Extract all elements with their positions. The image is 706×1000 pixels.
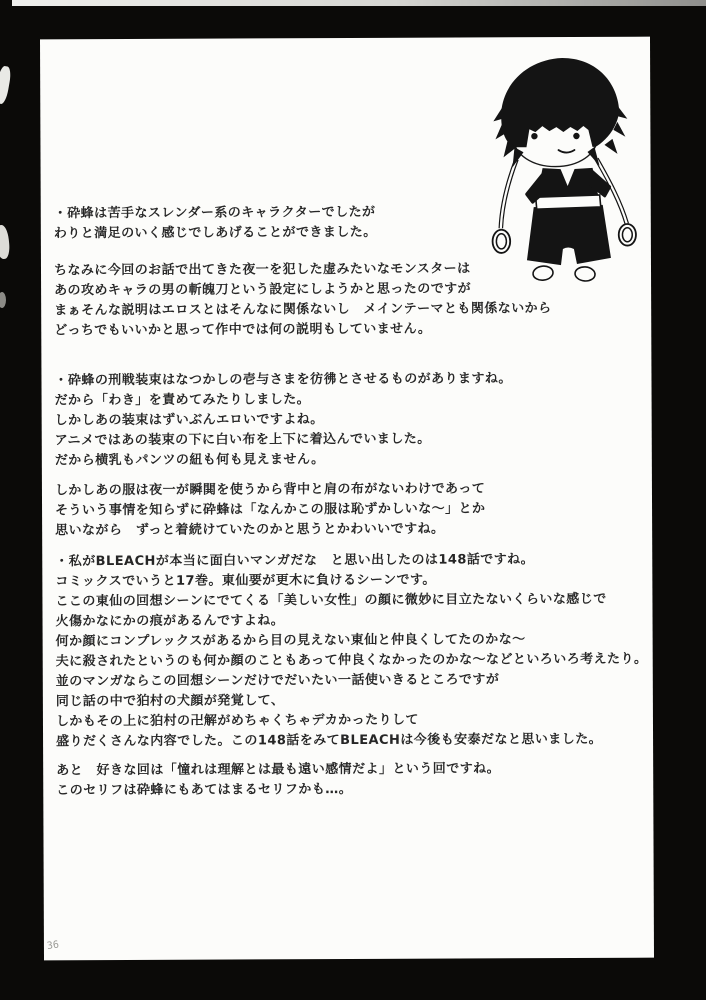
- text-line: まぁそんな説明はエロスとはそんなに関係ないし メインテーマとも関係ないから: [54, 301, 552, 319]
- text-line: だから横乳もパンツの紐も何も見えません。: [54, 452, 325, 469]
- text-line: しかしあの服は夜一が瞬閧を使うから背中と肩の布がないわけであって: [54, 481, 486, 499]
- paragraph-2: [54, 259, 552, 341]
- paragraph-1: [54, 203, 377, 244]
- text-line: ・私がBLEACHが本当に面白いマンガだな と思い出したのは148話ですね。: [55, 552, 535, 570]
- page-number: 36: [46, 939, 60, 953]
- text-line: 同じ話の中で狛村の犬顔が発覚して、: [55, 693, 285, 710]
- text-line: しかもその上に狛村の卍解がめちゃくちゃデカかったりして: [55, 712, 419, 730]
- text-line: アニメではあの装束の下に白い布を上下に着込んでいました。: [54, 431, 431, 449]
- text-line: 夫に殺されたというのも何か顔のこともあって仲良くなかったのかな～などといろいろ考えたり。: [55, 651, 648, 670]
- text-line: どっちでもいいかと思って作中では何の説明もしていません。: [54, 321, 432, 339]
- afterword-page: [40, 37, 654, 961]
- paragraph-3: [54, 369, 512, 471]
- text-line: このセリフは砕蜂にもあてはまるセリフかも…。: [56, 781, 353, 799]
- text-line: 並のマンガならこの回想シーンだけでだいたい一話使いきるところですが: [55, 672, 500, 690]
- text-line: わりと満足のいく感じでしあげることができました。: [53, 224, 377, 242]
- text-line: 何か顔にコンプレックスがあるから目の見えない東仙と仲良くしてたのかな～: [55, 632, 526, 650]
- chibi-soifon-illustration: [490, 55, 651, 291]
- paragraph-6: [56, 759, 500, 801]
- white-sash: [536, 195, 601, 209]
- paragraph-4: [55, 479, 486, 541]
- text-line: 思いながら ずっと着続けていたのかと思うとかわいいですね。: [55, 521, 445, 539]
- scan-artifact: [12, 0, 706, 6]
- text-line: ここの東仙の回想シーンにでてくる「美しい女性」の顔に微妙に目立たないくらいな感じで: [55, 591, 607, 610]
- text-line: コミックスでいうと17巻。東仙要が更木に負けるシーンです。: [55, 572, 436, 590]
- scan-artifact: [0, 292, 6, 308]
- text-line: 盛りだくさんな内容でした。この148話をみてBLEACHは今後も安泰だなと思いました。: [56, 731, 603, 750]
- scan-artifact: [0, 224, 11, 259]
- text-line: ちなみに今回のお話で出てきた夜一を犯した虚みたいなモンスターは: [53, 261, 471, 279]
- text-line: あの攻めキャラの男の斬魄刀という設定にしようかと思ったのですが: [54, 281, 472, 299]
- shorts: [527, 205, 611, 265]
- text-line: 火傷かなにかの痕があるんですよね。: [55, 613, 285, 630]
- text-line: そういう事情を知らずに砕蜂は「なんかこの服は恥ずかしいな～」とか: [55, 501, 486, 519]
- text-line: ・砕蜂は苦手なスレンダー系のキャラクターでしたが: [53, 204, 376, 222]
- scan-artifact: [0, 65, 12, 105]
- text-line: あと 好きな回は「憧れは理解とは最も遠い感情だよ」という回ですね。: [56, 761, 501, 779]
- text-line: ・砕蜂の刑戦装束はなつかしの壱与さまを彷彿とさせるものがありますね。: [54, 371, 512, 389]
- text-line: だから「わき」を責めてみたりしました。: [54, 392, 311, 409]
- text-line: しかしあの装束はずいぶんエロいですよね。: [54, 412, 324, 429]
- paragraph-5: [55, 550, 648, 753]
